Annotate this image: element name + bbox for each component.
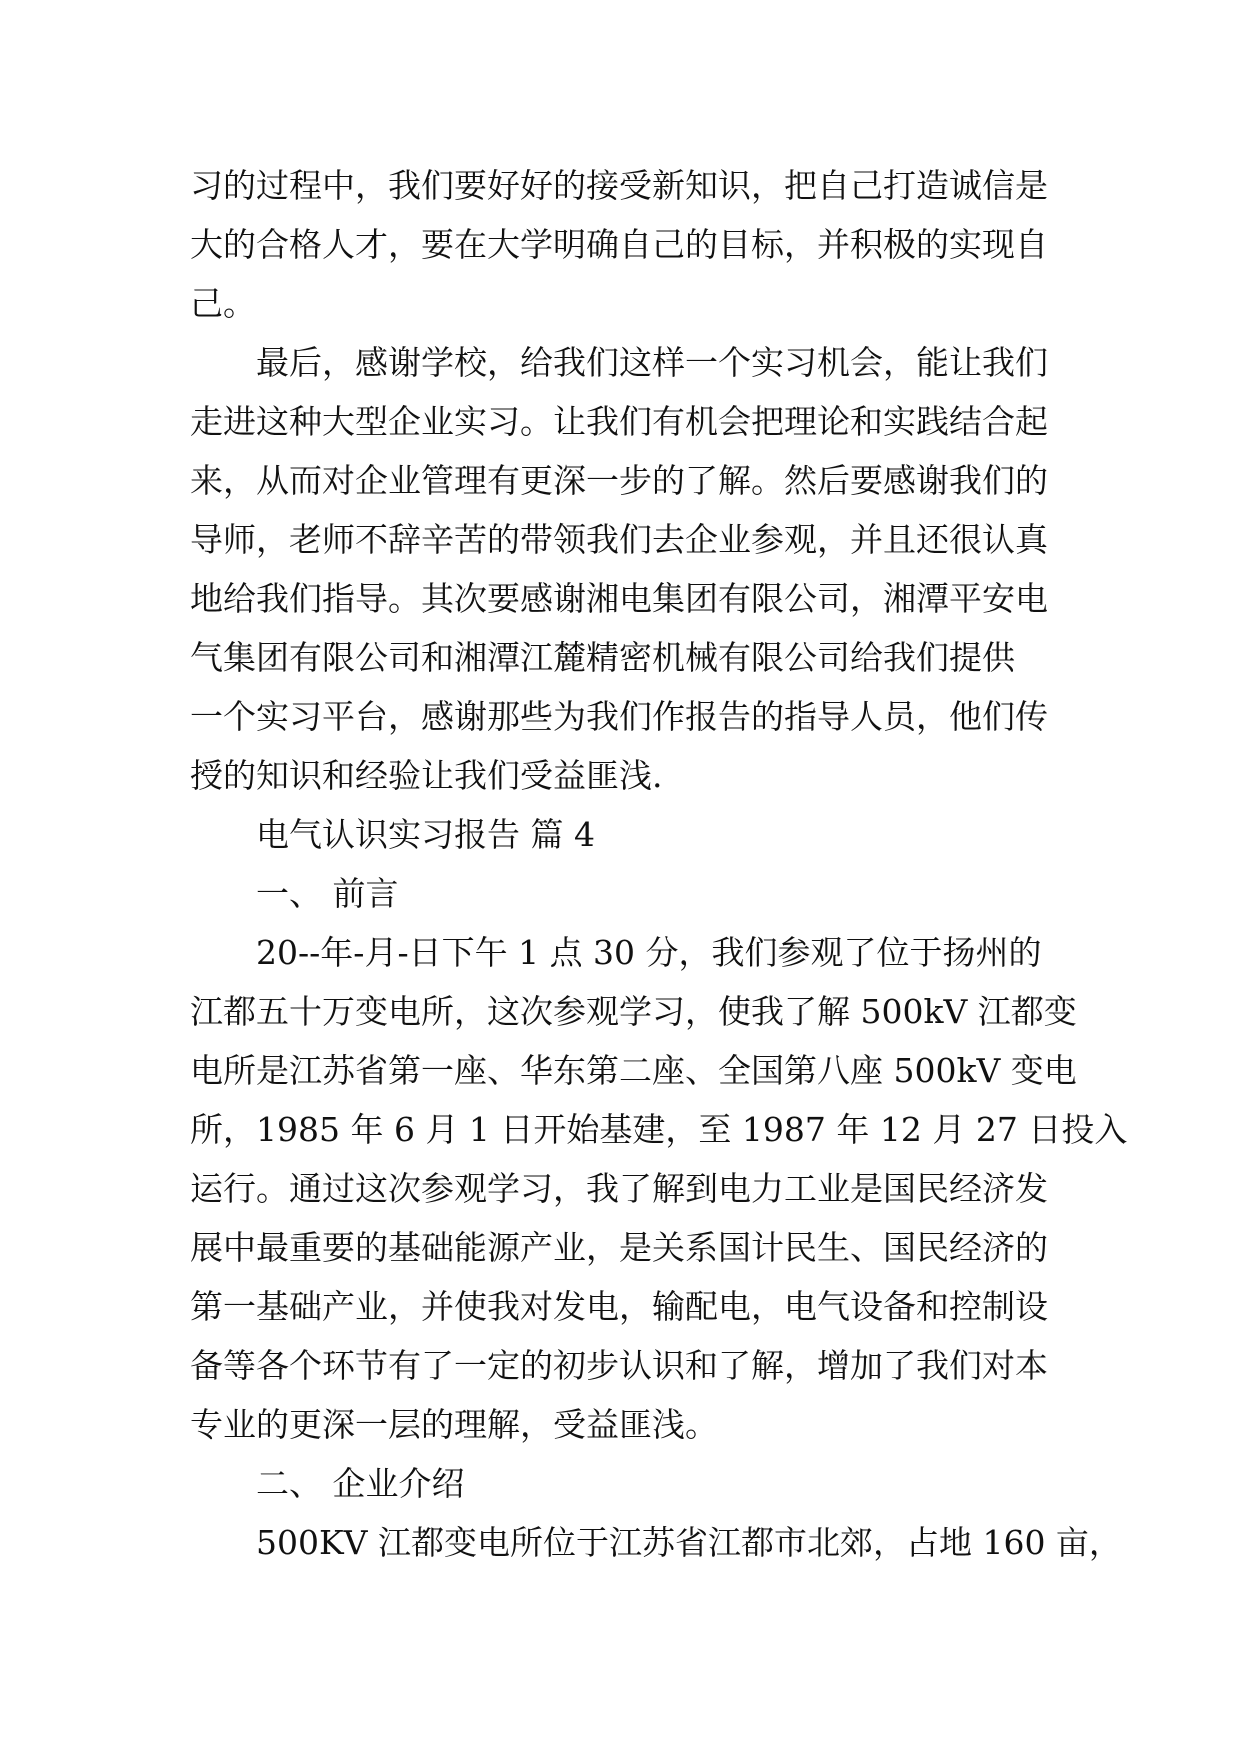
text-line: 展中最重要的基础能源产业，是关系国计民生、国民经济的 <box>190 1228 1048 1267</box>
text-line: 气集团有限公司和湘潭江麓精密机械有限公司给我们提供 <box>190 638 1015 677</box>
text-line: 备等各个环节有了一定的初步认识和了解，增加了我们对本 <box>190 1346 1048 1385</box>
text-line: 运行。通过这次参观学习，我了解到电力工业是国民经济发 <box>190 1169 1048 1208</box>
text-line: 最后，感谢学校，给我们这样一个实习机会，能让我们 <box>256 343 1048 382</box>
text-line: 大的合格人才，要在大学明确自己的目标，并积极的实现自 <box>190 225 1048 264</box>
text-line: 第一基础产业，并使我对发电，输配电，电气设备和控制设 <box>190 1287 1048 1326</box>
text-line: 所，1985 年 6 月 1 日开始基建，至 1987 年 12 月 27 日投入 <box>190 1110 1128 1149</box>
section-heading: 电气认识实习报告 篇 4 <box>256 815 595 854</box>
text-line: 授的知识和经验让我们受益匪浅. <box>190 756 663 795</box>
text-line: 走进这种大型企业实习。让我们有机会把理论和实践结合起 <box>190 402 1048 441</box>
text-line: 500KV 江都变电所位于江苏省江都市北郊，占地 160 亩， <box>256 1523 1122 1562</box>
text-line: 20--年-月-日下午 1 点 30 分，我们参观了位于扬州的 <box>256 933 1042 972</box>
text-line: 己。 <box>190 284 256 323</box>
text-line: 地给我们指导。其次要感谢湘电集团有限公司，湘潭平安电 <box>190 579 1048 618</box>
text-line: 习的过程中，我们要好好的接受新知识，把自己打造诚信是 <box>190 166 1048 205</box>
document-page <box>190 156 1128 1572</box>
text-line: 来，从而对企业管理有更深一步的了解。然后要感谢我们的 <box>190 461 1048 500</box>
section-heading: 一、 前言 <box>256 874 399 913</box>
text-line: 电所是江苏省第一座、华东第二座、全国第八座 500kV 变电 <box>190 1051 1077 1090</box>
text-line: 导师，老师不辞辛苦的带领我们去企业参观，并且还很认真 <box>190 520 1048 559</box>
text-line: 江都五十万变电所，这次参观学习，使我了解 500kV 江都变 <box>190 992 1077 1031</box>
text-line: 专业的更深一层的理解，受益匪浅。 <box>190 1405 718 1444</box>
section-heading: 二、 企业介绍 <box>256 1464 465 1503</box>
text-line: 一个实习平台，感谢那些为我们作报告的指导人员，他们传 <box>190 697 1048 736</box>
